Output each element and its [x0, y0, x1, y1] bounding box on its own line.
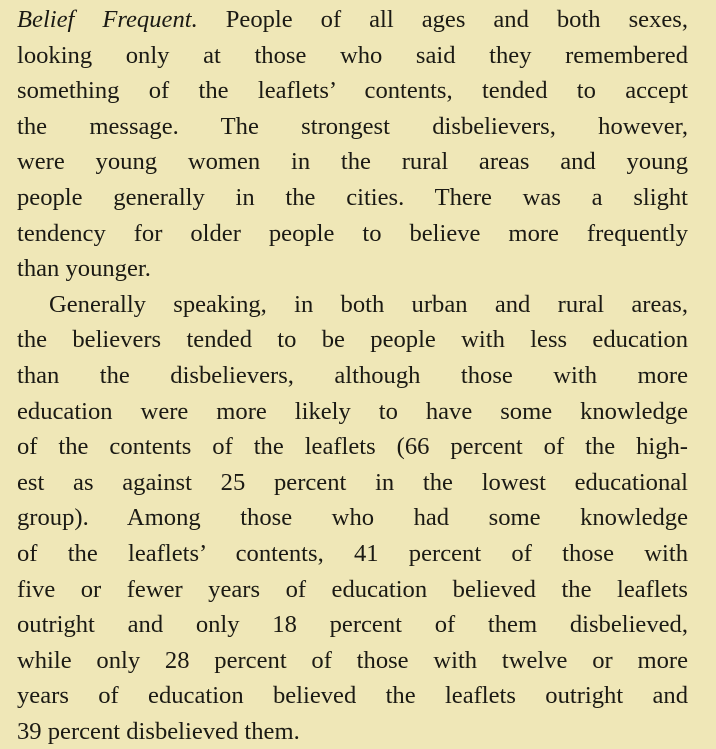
text-line: education were more likely to have some knowledge: [17, 397, 688, 425]
text-line: the message. The strongest disbelievers, however,: [17, 112, 688, 140]
text-line: five or fewer years of education believed the leaflets: [17, 575, 688, 603]
text-line: while only 28 percent of those with twelve or more: [17, 646, 688, 674]
text-line: than the disbelievers, although those with more: [17, 361, 688, 389]
text-line: looking only at those who said they remembered: [17, 41, 688, 69]
text-line: of the contents of the leaflets (66 percent of the high-: [17, 433, 688, 461]
text-line: 39 percent disbelieved them.: [17, 717, 300, 745]
text-line: were young women in the rural areas and young: [17, 148, 688, 176]
text-line: than younger.: [17, 255, 151, 283]
text-line: something of the leaflets’ contents, tended to accept: [17, 77, 688, 105]
text-line: years of education believed the leaflets outright and: [17, 682, 688, 710]
text-line: est as against 25 percent in the lowest educational: [17, 468, 688, 496]
text-line: Generally speaking, in both urban and rural areas,: [49, 290, 688, 318]
text-line: of the leaflets’ contents, 41 percent of those with: [17, 539, 688, 567]
text-line: people generally in the cities. There was a slight: [17, 183, 688, 211]
text-line: the believers tended to be people with less education: [17, 326, 688, 354]
text-line: group). Among those who had some knowledge: [17, 504, 688, 532]
run-in-heading: Belief Frequent.: [17, 6, 198, 33]
text-line: [17, 2, 688, 38]
paragraph-education: [17, 287, 688, 749]
text-line: tendency for older people to believe more frequently: [17, 219, 688, 247]
text-line: outright and only 18 percent of them disbelieved,: [17, 611, 688, 639]
paragraph-belief-frequent: [17, 2, 688, 287]
text-line-content: People of all ages and both sexes,: [225, 6, 688, 33]
